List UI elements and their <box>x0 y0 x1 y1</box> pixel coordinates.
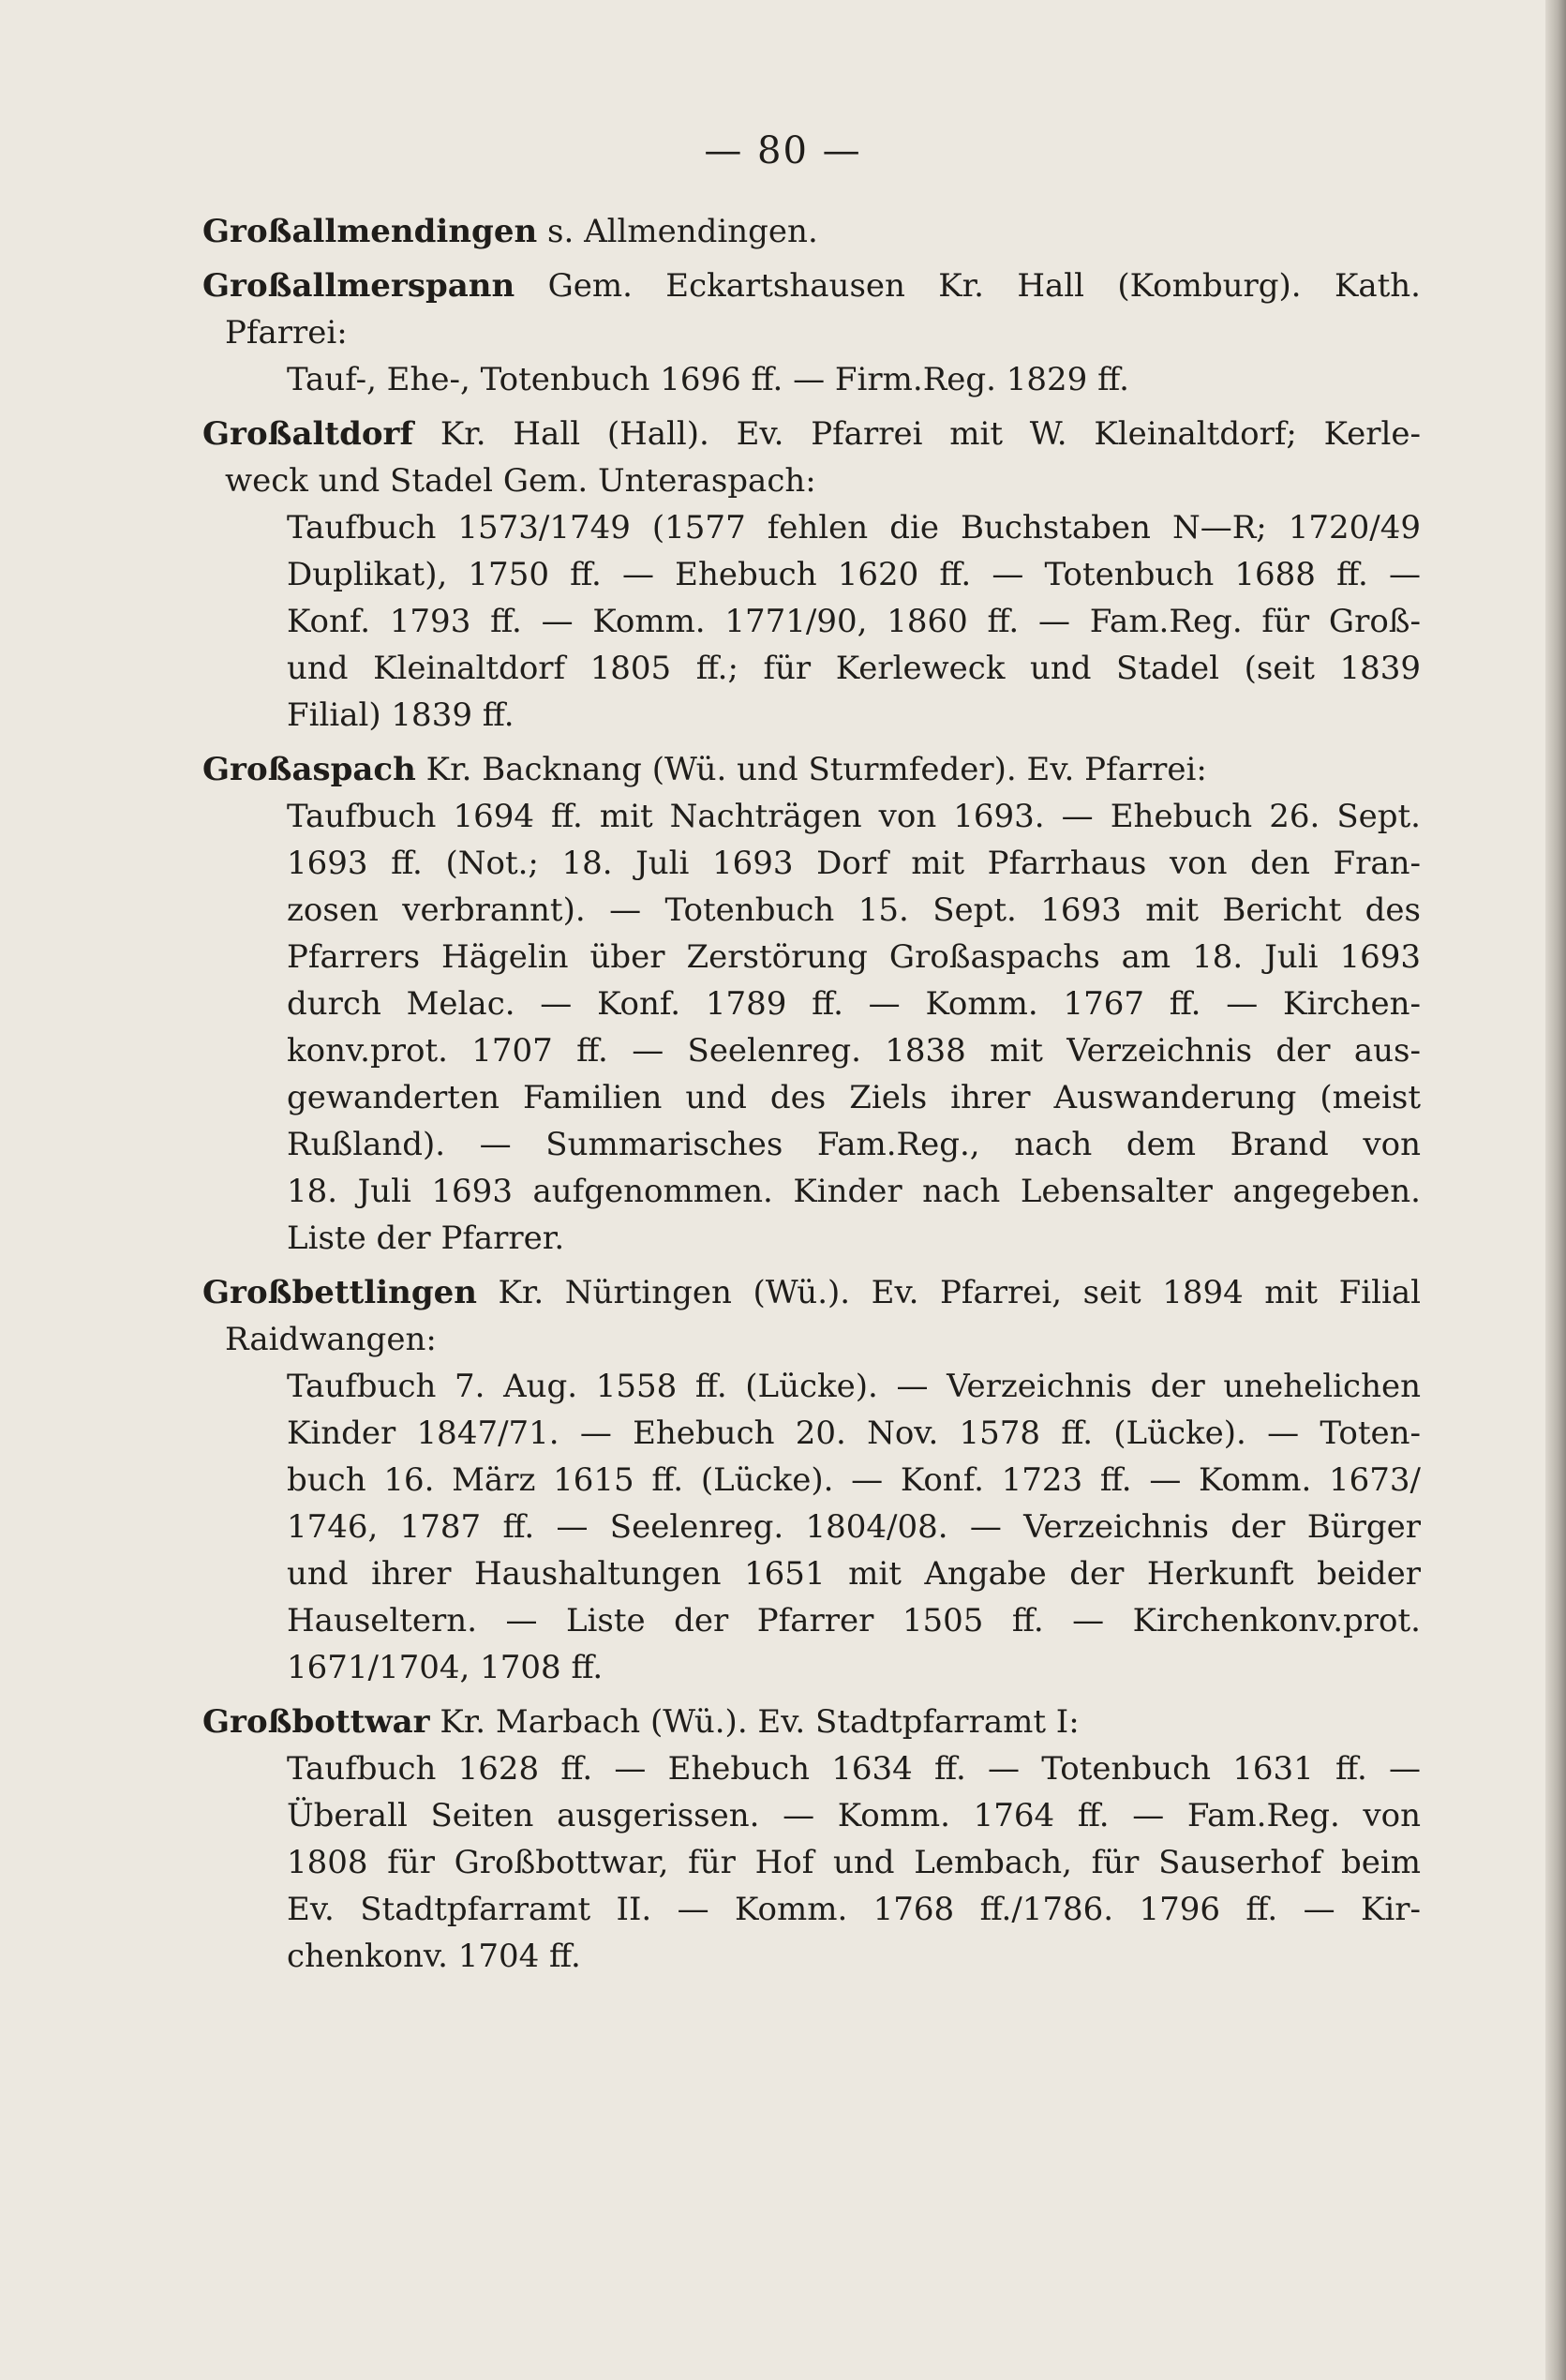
entry-text: buch 16. März 1615 ff. (Lücke). — Konf. 1723 ff. — Komm. 1673/ <box>287 1461 1421 1499</box>
entry-line <box>202 746 1421 793</box>
entry-spacer <box>202 1262 1421 1269</box>
entry-text: Überall Seiten ausgerissen. — Komm. 1764 ff. — Fam.Reg. von <box>287 1797 1421 1834</box>
entry-line <box>202 1121 1421 1168</box>
entry-heading: Großbottwar <box>202 1703 430 1741</box>
entry-line <box>202 1597 1421 1644</box>
entry-text: Taufbuch 1628 ff. — Ehebuch 1634 ff. — Totenbuch 1631 ff. — <box>287 1750 1421 1788</box>
entry-text: durch Melac. — Konf. 1789 ff. — Komm. 1767 ff. — Kirchen- <box>287 985 1421 1023</box>
entry-text: Pfarrei: <box>225 314 348 352</box>
entry-text: Duplikat), 1750 ff. — Ehebuch 1620 ff. — Totenbuch 1688 ff. — <box>287 556 1421 593</box>
entry-text: Filial) 1839 ff. <box>287 696 515 734</box>
entry-text: 1671/1704, 1708 ff. <box>287 1649 604 1686</box>
entry-line <box>202 1839 1421 1886</box>
entry-text: gewanderten Familien und des Ziels ihrer Auswanderung (meist <box>287 1079 1421 1116</box>
entry-line <box>202 840 1421 887</box>
entry-text: konv.prot. 1707 ff. — Seelenreg. 1838 mit Verzeichnis der aus- <box>287 1032 1421 1070</box>
entry-text: Taufbuch 1694 ff. mit Nachträgen von 1693. — Ehebuch 26. Sept. <box>287 798 1421 835</box>
entry-text: Ev. Stadtpfarramt II. — Komm. 1768 ff./1786. 1796 ff. — Kir- <box>287 1891 1421 1928</box>
entry-text: und Kleinaltdorf 1805 ff.; für Kerleweck und Stadel (seit 1839 <box>287 650 1421 687</box>
entry-spacer <box>202 255 1421 262</box>
entry-text: Kinder 1847/71. — Ehebuch 20. Nov. 1578 ff. (Lücke). — Toten- <box>287 1415 1421 1452</box>
entry-line <box>202 1886 1421 1933</box>
entry-line <box>202 1027 1421 1074</box>
entry-line <box>202 504 1421 551</box>
entry-line <box>202 1074 1421 1121</box>
entry-line <box>202 1745 1421 1792</box>
entry-line <box>202 598 1421 645</box>
entry-text: Kr. Hall (Hall). Ev. Pfarrei mit W. Kleinaltdorf; Kerle- <box>440 415 1421 453</box>
entry-line <box>202 309 1421 356</box>
entry-line <box>202 208 1421 255</box>
entry-text: zosen verbrannt). — Totenbuch 15. Sept. 1693 mit Bericht des <box>287 891 1421 929</box>
entry-line <box>202 645 1421 692</box>
entry-text: Rußland). — Summarisches Fam.Reg., nach dem Brand von <box>287 1126 1421 1163</box>
entry-line <box>202 1792 1421 1839</box>
entry-text: weck und Stadel Gem. Unteraspach: <box>225 462 816 500</box>
entry-line <box>202 980 1421 1027</box>
entry-line <box>202 262 1421 309</box>
entry-text: 1693 ff. (Not.; 18. Juli 1693 Dorf mit Pfarrhaus von den Fran- <box>287 845 1421 882</box>
entry-heading: Großallmerspann <box>202 267 515 305</box>
entry-line <box>202 1215 1421 1262</box>
entries-list <box>202 208 1421 1980</box>
entry-line <box>202 1699 1421 1745</box>
entry <box>202 411 1421 739</box>
entry-text: Taufbuch 7. Aug. 1558 ff. (Lücke). — Verzeichnis der unehelichen <box>287 1368 1421 1405</box>
entry-line <box>202 934 1421 980</box>
entry-line <box>202 1644 1421 1691</box>
entry <box>202 1699 1421 1980</box>
entry-line <box>202 411 1421 457</box>
entry-text: 1746, 1787 ff. — Seelenreg. 1804/08. — Verzeichnis der Bürger <box>287 1508 1421 1546</box>
entry-text: Taufbuch 1573/1749 (1577 fehlen die Buchstaben N—R; 1720/49 <box>287 509 1421 546</box>
entry-text: Pfarrers Hägelin über Zerstörung Großaspachs am 18. Juli 1693 <box>287 938 1421 976</box>
entry-line <box>202 1168 1421 1215</box>
page-edge-shadow <box>1545 0 1566 2380</box>
entry-text: Kr. Marbach (Wü.). Ev. Stadtpfarramt I: <box>440 1703 1080 1741</box>
entry-text: s. Allmendingen. <box>547 213 818 250</box>
entry-text: chenkonv. 1704 ff. <box>287 1938 581 1975</box>
entry-line <box>202 793 1421 840</box>
entry-line <box>202 356 1421 403</box>
entry <box>202 262 1421 403</box>
entry-text: 1808 für Großbottwar, für Hof und Lembach, für Sauserhof beim <box>287 1844 1421 1881</box>
entry-text: Liste der Pfarrer. <box>287 1220 565 1257</box>
entry-line <box>202 551 1421 598</box>
entry-heading: Großbettlingen <box>202 1274 477 1311</box>
entry-line <box>202 1363 1421 1410</box>
entry-text: Kr. Backnang (Wü. und Sturmfeder). Ev. Pfarrei: <box>425 751 1207 788</box>
entry-text: Tauf-, Ehe-, Totenbuch 1696 ff. — Firm.Reg. 1829 ff. <box>287 361 1129 398</box>
entry-line <box>202 1316 1421 1363</box>
page-number: — 80 — <box>704 129 862 172</box>
entry-line <box>202 1933 1421 1980</box>
entry <box>202 208 1421 255</box>
entry-line <box>202 1504 1421 1550</box>
entry <box>202 1269 1421 1691</box>
entry-heading: Großallmendingen <box>202 213 538 250</box>
entry-line <box>202 692 1421 739</box>
entry-line <box>202 1550 1421 1597</box>
entry-line <box>202 887 1421 934</box>
entry-text: Gem. Eckartshausen Kr. Hall (Komburg). Kath. <box>547 267 1421 305</box>
entry-text: Hauseltern. — Liste der Pfarrer 1505 ff. — Kirchenkonv.prot. <box>287 1602 1421 1639</box>
entry-text: und ihrer Haushaltungen 1651 mit Angabe der Herkunft beider <box>287 1555 1421 1593</box>
entry-text: Raidwangen: <box>225 1321 437 1358</box>
entry-text: Kr. Nürtingen (Wü.). Ev. Pfarrei, seit 1894 mit Filial <box>498 1274 1421 1311</box>
entry <box>202 746 1421 1262</box>
entry-spacer <box>202 739 1421 746</box>
entry-text: 18. Juli 1693 aufgenommen. Kinder nach Lebensalter angegeben. <box>287 1173 1421 1210</box>
entry-spacer <box>202 1691 1421 1699</box>
entry-heading: Großaltdorf <box>202 415 414 453</box>
entry-line <box>202 1269 1421 1316</box>
entry-line <box>202 457 1421 504</box>
entry-text: Konf. 1793 ff. — Komm. 1771/90, 1860 ff. — Fam.Reg. für Groß- <box>287 603 1421 640</box>
entry-line <box>202 1410 1421 1457</box>
entry-spacer <box>202 403 1421 411</box>
entry-line <box>202 1457 1421 1504</box>
entry-heading: Großaspach <box>202 751 416 788</box>
